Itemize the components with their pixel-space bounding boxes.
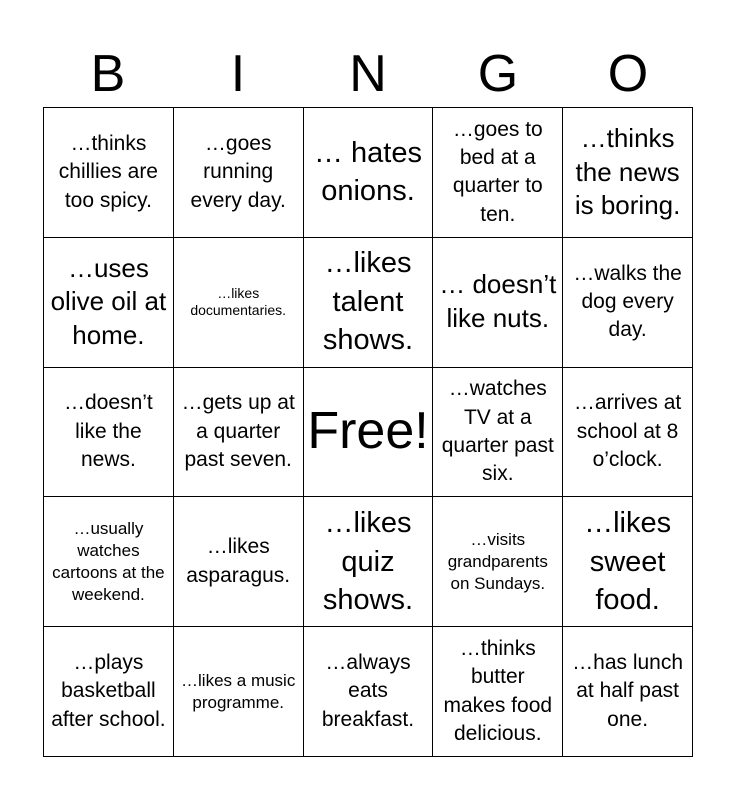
bingo-cell[interactable]: …likes quiz shows.: [304, 497, 434, 627]
bingo-cell[interactable]: …likes sweet food.: [563, 497, 693, 627]
title-letter-b: B: [90, 45, 126, 103]
bingo-cell[interactable]: …goes running every day.: [174, 108, 304, 238]
bingo-cell[interactable]: …arrives at school at 8 o’clock.: [563, 368, 693, 498]
bingo-cell[interactable]: …doesn’t like the news.: [44, 368, 174, 498]
title-letter-g: G: [477, 45, 519, 103]
bingo-cell[interactable]: …likes documentaries.: [174, 238, 304, 368]
bingo-cell[interactable]: …has lunch at half past one.: [563, 627, 693, 757]
bingo-cell[interactable]: … hates onions.: [304, 108, 434, 238]
title-letter-o: O: [607, 45, 649, 103]
title-letter-i: I: [230, 45, 246, 103]
bingo-cell[interactable]: …likes a music programme.: [174, 627, 304, 757]
bingo-cell[interactable]: …uses olive oil at home.: [44, 238, 174, 368]
bingo-cell[interactable]: …watches TV at a quarter past six.: [433, 368, 563, 498]
bingo-cell[interactable]: …walks the dog every day.: [563, 238, 693, 368]
bingo-cell[interactable]: …likes talent shows.: [304, 238, 434, 368]
bingo-cell[interactable]: …likes asparagus.: [174, 497, 304, 627]
bingo-cell[interactable]: …usually watches cartoons at the weekend.: [44, 497, 174, 627]
bingo-cell[interactable]: … doesn’t like nuts.: [433, 238, 563, 368]
bingo-cell[interactable]: …thinks the news is boring.: [563, 108, 693, 238]
bingo-cell[interactable]: …always eats breakfast.: [304, 627, 434, 757]
bingo-cell[interactable]: …thinks chillies are too spicy.: [44, 108, 174, 238]
bingo-cell[interactable]: …thinks butter makes food delicious.: [433, 627, 563, 757]
bingo-title: [43, 42, 693, 106]
title-letter-n: N: [349, 45, 387, 103]
free-space[interactable]: Free!: [304, 368, 434, 498]
bingo-card: [43, 107, 693, 757]
bingo-cell[interactable]: …visits grandparents on Sundays.: [433, 497, 563, 627]
bingo-cell[interactable]: …plays basketball after school.: [44, 627, 174, 757]
bingo-cell[interactable]: …gets up at a quarter past seven.: [174, 368, 304, 498]
bingo-cell[interactable]: …goes to bed at a quarter to ten.: [433, 108, 563, 238]
